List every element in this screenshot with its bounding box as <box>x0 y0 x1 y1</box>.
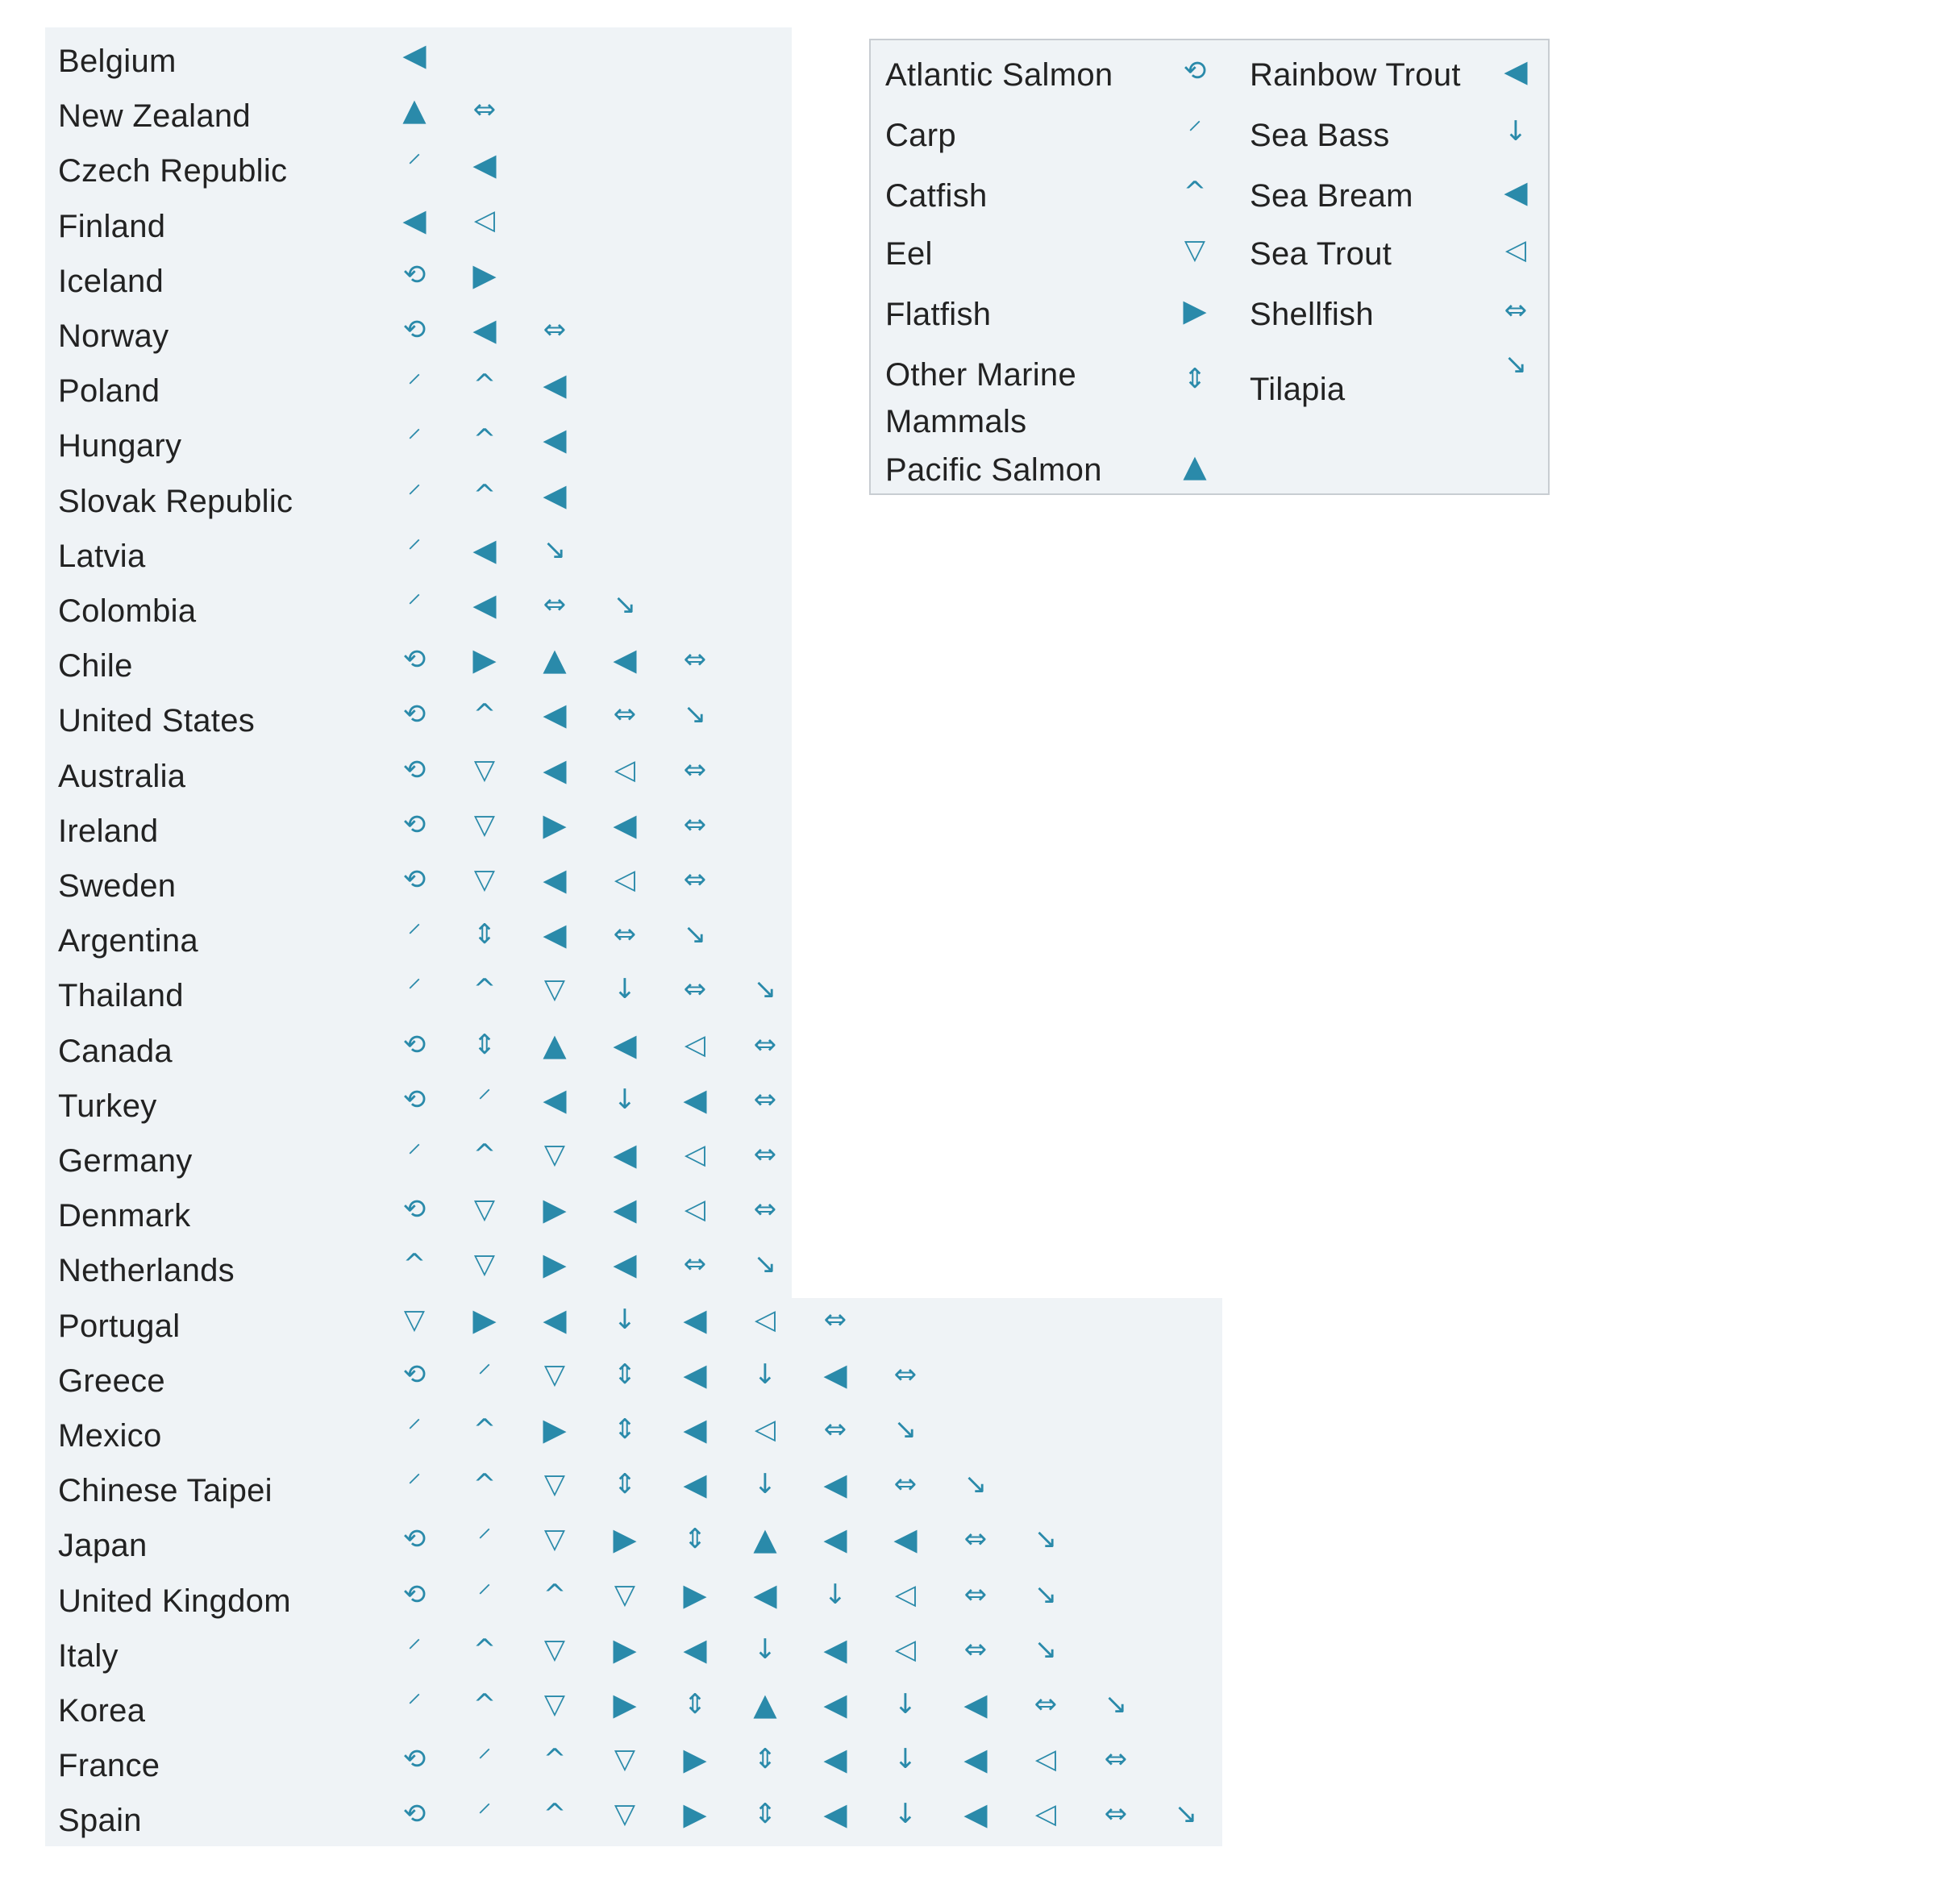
solid-triangle-left-icon: ◀ <box>543 752 567 788</box>
wedge-icon: ⸍ <box>407 973 422 1005</box>
outline-triangle-left-icon: ◁ <box>614 754 636 786</box>
solid-triangle-left-icon: ◀ <box>613 1246 637 1282</box>
country-label: Argentina <box>58 923 198 959</box>
updown-arrow-icon: ⇕ <box>613 1358 637 1391</box>
leftright-arrow-icon: ⇔ <box>1504 294 1528 327</box>
leftright-arrow-icon: ⇔ <box>1104 1743 1128 1775</box>
solid-triangle-left-icon: ◀ <box>402 202 427 238</box>
southeast-arrow-icon: ↘ <box>683 918 707 951</box>
country-label: Japan <box>58 1528 148 1563</box>
leftright-arrow-icon: ⇔ <box>1034 1688 1058 1720</box>
country-label: Korea <box>58 1693 146 1729</box>
solid-triangle-up-icon: ▲ <box>402 92 427 127</box>
solid-triangle-left-icon: ◀ <box>683 1412 707 1447</box>
outline-triangle-left-icon: ◁ <box>894 1633 917 1666</box>
outline-triangle-down-icon: ▽ <box>543 1358 566 1391</box>
solid-triangle-left-icon: ◀ <box>683 1357 707 1392</box>
country-label: Netherlands <box>58 1253 235 1288</box>
counterclockwise-arrow-icon: ⟲ <box>402 698 427 730</box>
solid-triangle-right-icon: ▶ <box>472 642 497 677</box>
leftright-arrow-icon: ⇔ <box>683 973 707 1005</box>
legend-label: Pacific Salmon <box>885 452 1102 488</box>
country-label: Latvia <box>58 539 146 574</box>
leftright-arrow-icon: ⇔ <box>543 589 567 621</box>
caret-up-icon: ^ <box>472 973 497 1005</box>
wedge-icon: ⸍ <box>477 1798 492 1830</box>
southeast-arrow-icon: ↘ <box>753 1248 777 1280</box>
solid-triangle-up-icon: ▲ <box>543 1027 567 1063</box>
solid-triangle-left-icon: ◀ <box>543 367 567 402</box>
counterclockwise-arrow-icon: ⟲ <box>402 1084 427 1116</box>
solid-triangle-left-icon: ◀ <box>613 642 637 677</box>
wedge-icon: ⸍ <box>407 1468 422 1500</box>
outline-triangle-left-icon: ◁ <box>614 863 636 896</box>
country-label: Sweden <box>58 868 177 904</box>
solid-triangle-left-icon: ◀ <box>1504 174 1528 210</box>
country-label: Germany <box>58 1143 193 1179</box>
country-label: France <box>58 1748 160 1783</box>
outline-triangle-down-icon: ▽ <box>1184 234 1206 266</box>
solid-triangle-right-icon: ▶ <box>1183 293 1207 328</box>
solid-triangle-right-icon: ▶ <box>543 807 567 842</box>
leftright-arrow-icon: ⇔ <box>683 809 707 841</box>
wedge-icon: ⸍ <box>477 1523 492 1555</box>
caret-up-icon: ^ <box>402 1248 427 1280</box>
country-label: United States <box>58 703 256 738</box>
outline-triangle-down-icon: ▽ <box>543 1523 566 1555</box>
country-label: New Zealand <box>58 98 251 134</box>
outline-triangle-left-icon: ◁ <box>754 1304 776 1336</box>
solid-triangle-left-icon: ◀ <box>543 862 567 897</box>
leftright-arrow-icon: ⇔ <box>753 1029 777 1061</box>
legend-label: Sea Bass <box>1250 118 1390 153</box>
down-arrow-icon: ↓ <box>613 973 637 1005</box>
outline-triangle-down-icon: ▽ <box>473 1248 496 1280</box>
counterclockwise-arrow-icon: ⟲ <box>402 1029 427 1061</box>
solid-triangle-left-icon: ◀ <box>823 1467 847 1502</box>
counterclockwise-arrow-icon: ⟲ <box>402 1798 427 1830</box>
country-label: Poland <box>58 373 160 409</box>
caret-up-icon: ^ <box>543 1743 567 1775</box>
southeast-arrow-icon: ↘ <box>613 589 637 621</box>
wedge-icon: ⸍ <box>477 1579 492 1611</box>
solid-triangle-left-icon: ◀ <box>613 1027 637 1063</box>
outline-triangle-down-icon: ▽ <box>403 1304 426 1336</box>
solid-triangle-left-icon: ◀ <box>823 1521 847 1557</box>
solid-triangle-left-icon: ◀ <box>963 1796 988 1832</box>
wedge-icon: ⸍ <box>407 589 422 621</box>
solid-triangle-left-icon: ◀ <box>823 1357 847 1392</box>
legend-label: Sea Trout <box>1250 236 1392 272</box>
caret-up-icon: ^ <box>472 1633 497 1666</box>
solid-triangle-left-icon: ◀ <box>823 1687 847 1722</box>
outline-triangle-down-icon: ▽ <box>614 1579 636 1611</box>
caret-up-icon: ^ <box>472 1688 497 1720</box>
country-label: Portugal <box>58 1308 181 1344</box>
updown-arrow-icon: ⇕ <box>613 1468 637 1500</box>
southeast-arrow-icon: ↘ <box>753 973 777 1005</box>
solid-triangle-left-icon: ◀ <box>543 1302 567 1338</box>
solid-triangle-right-icon: ▶ <box>683 1741 707 1777</box>
solid-triangle-right-icon: ▶ <box>543 1192 567 1227</box>
solid-triangle-left-icon: ◀ <box>753 1577 777 1612</box>
country-label: Canada <box>58 1034 173 1069</box>
country-label: Hungary <box>58 428 182 464</box>
down-arrow-icon: ↓ <box>1504 115 1528 148</box>
caret-up-icon: ^ <box>472 423 497 456</box>
counterclockwise-arrow-icon: ⟲ <box>402 754 427 786</box>
solid-triangle-left-icon: ◀ <box>402 37 427 73</box>
legend-label: Flatfish <box>885 297 992 332</box>
solid-triangle-left-icon: ◀ <box>823 1632 847 1667</box>
updown-arrow-icon: ⇕ <box>472 1029 497 1061</box>
solid-triangle-left-icon: ◀ <box>683 1302 707 1338</box>
caret-up-icon: ^ <box>472 1138 497 1171</box>
southeast-arrow-icon: ↘ <box>963 1468 988 1500</box>
wedge-icon: ⸍ <box>477 1084 492 1116</box>
caret-up-icon: ^ <box>543 1579 567 1611</box>
updown-arrow-icon: ⇕ <box>613 1413 637 1446</box>
country-label: Chinese Taipei <box>58 1473 273 1508</box>
solid-triangle-left-icon: ◀ <box>472 587 497 622</box>
updown-arrow-icon: ⇕ <box>753 1798 777 1830</box>
country-label: Denmark <box>58 1198 191 1234</box>
solid-triangle-left-icon: ◀ <box>963 1687 988 1722</box>
outline-triangle-down-icon: ▽ <box>614 1798 636 1830</box>
solid-triangle-left-icon: ◀ <box>543 477 567 513</box>
leftright-arrow-icon: ⇔ <box>893 1358 918 1391</box>
solid-triangle-left-icon: ◀ <box>613 1192 637 1227</box>
legend-label: Sea Bream <box>1250 178 1413 214</box>
country-label: United Kingdom <box>58 1583 291 1619</box>
counterclockwise-arrow-icon: ⟲ <box>402 1358 427 1391</box>
counterclockwise-arrow-icon: ⟲ <box>402 314 427 346</box>
down-arrow-icon: ↓ <box>613 1304 637 1336</box>
outline-triangle-down-icon: ▽ <box>543 1688 566 1720</box>
leftright-arrow-icon: ⇔ <box>963 1633 988 1666</box>
southeast-arrow-icon: ↘ <box>1504 348 1528 381</box>
wedge-icon: ⸍ <box>407 423 422 456</box>
down-arrow-icon: ↓ <box>753 1358 777 1391</box>
southeast-arrow-icon: ↘ <box>1034 1633 1058 1666</box>
solid-triangle-left-icon: ◀ <box>543 1082 567 1117</box>
country-label: Chile <box>58 648 133 684</box>
solid-triangle-right-icon: ▶ <box>472 257 497 293</box>
solid-triangle-left-icon: ◀ <box>823 1796 847 1832</box>
leftright-arrow-icon: ⇔ <box>1104 1798 1128 1830</box>
southeast-arrow-icon: ↘ <box>543 534 567 566</box>
leftright-arrow-icon: ⇔ <box>683 1248 707 1280</box>
outline-triangle-down-icon: ▽ <box>543 1633 566 1666</box>
wedge-icon: ⸍ <box>407 479 422 511</box>
leftright-arrow-icon: ⇔ <box>613 918 637 951</box>
country-label: Turkey <box>58 1088 157 1124</box>
counterclockwise-arrow-icon: ⟲ <box>402 259 427 291</box>
country-label: Czech Republic <box>58 153 288 189</box>
down-arrow-icon: ↓ <box>613 1084 637 1116</box>
legend-label: Carp <box>885 118 956 153</box>
updown-arrow-icon: ⇕ <box>683 1523 707 1555</box>
leftright-arrow-icon: ⇔ <box>823 1304 847 1336</box>
solid-triangle-right-icon: ▶ <box>472 1302 497 1338</box>
solid-triangle-right-icon: ▶ <box>613 1521 637 1557</box>
updown-arrow-icon: ⇕ <box>472 918 497 951</box>
solid-triangle-left-icon: ◀ <box>893 1521 918 1557</box>
solid-triangle-left-icon: ◀ <box>683 1632 707 1667</box>
southeast-arrow-icon: ↘ <box>1034 1523 1058 1555</box>
caret-up-icon: ^ <box>1183 176 1207 208</box>
leftright-arrow-icon: ⇔ <box>963 1523 988 1555</box>
solid-triangle-left-icon: ◀ <box>543 422 567 457</box>
down-arrow-icon: ↓ <box>893 1688 918 1720</box>
leftright-arrow-icon: ⇔ <box>543 314 567 346</box>
legend-label: Catfish <box>885 178 988 214</box>
counterclockwise-arrow-icon: ⟲ <box>1183 55 1207 87</box>
outline-triangle-left-icon: ◁ <box>1034 1798 1057 1830</box>
down-arrow-icon: ↓ <box>753 1468 777 1500</box>
down-arrow-icon: ↓ <box>893 1798 918 1830</box>
species-legend <box>869 39 1550 495</box>
wedge-icon: ⸍ <box>477 1358 492 1391</box>
counterclockwise-arrow-icon: ⟲ <box>402 809 427 841</box>
solid-triangle-left-icon: ◀ <box>543 917 567 952</box>
counterclockwise-arrow-icon: ⟲ <box>402 1523 427 1555</box>
counterclockwise-arrow-icon: ⟲ <box>402 1193 427 1225</box>
country-label: Spain <box>58 1803 142 1838</box>
leftright-arrow-icon: ⇔ <box>753 1138 777 1171</box>
wedge-icon: ⸍ <box>407 534 422 566</box>
country-label: Norway <box>58 318 169 354</box>
leftright-arrow-icon: ⇔ <box>823 1413 847 1446</box>
solid-triangle-right-icon: ▶ <box>683 1577 707 1612</box>
wedge-icon: ⸍ <box>407 1413 422 1446</box>
wedge-icon: ⸍ <box>407 148 422 181</box>
solid-triangle-right-icon: ▶ <box>543 1246 567 1282</box>
legend-label: Rainbow Trout <box>1250 57 1461 93</box>
solid-triangle-left-icon: ◀ <box>613 807 637 842</box>
caret-up-icon: ^ <box>472 1468 497 1500</box>
solid-triangle-left-icon: ◀ <box>472 312 497 347</box>
wedge-icon: ⸍ <box>407 1688 422 1720</box>
southeast-arrow-icon: ↘ <box>1174 1798 1198 1830</box>
updown-arrow-icon: ⇕ <box>683 1688 707 1720</box>
solid-triangle-left-icon: ◀ <box>683 1467 707 1502</box>
country-label: Finland <box>58 209 166 244</box>
leftright-arrow-icon: ⇔ <box>683 643 707 676</box>
outline-triangle-down-icon: ▽ <box>473 809 496 841</box>
country-label: Thailand <box>58 978 184 1013</box>
southeast-arrow-icon: ↘ <box>683 698 707 730</box>
solid-triangle-left-icon: ◀ <box>472 147 497 182</box>
solid-triangle-up-icon: ▲ <box>753 1521 777 1557</box>
country-label: Ireland <box>58 813 159 849</box>
outline-triangle-down-icon: ▽ <box>473 863 496 896</box>
wedge-icon: ⸍ <box>1188 115 1202 148</box>
outline-triangle-down-icon: ▽ <box>473 754 496 786</box>
country-label: Belgium <box>58 44 177 79</box>
country-label: Italy <box>58 1638 119 1674</box>
outline-triangle-down-icon: ▽ <box>473 1193 496 1225</box>
updown-arrow-icon: ⇕ <box>1183 363 1207 395</box>
counterclockwise-arrow-icon: ⟲ <box>402 1579 427 1611</box>
legend-label: Eel <box>885 236 933 272</box>
legend-label: Shellfish <box>1250 297 1374 332</box>
country-label: Greece <box>58 1363 165 1399</box>
solid-triangle-right-icon: ▶ <box>543 1412 567 1447</box>
caret-up-icon: ^ <box>543 1798 567 1830</box>
counterclockwise-arrow-icon: ⟲ <box>402 643 427 676</box>
leftright-arrow-icon: ⇔ <box>963 1579 988 1611</box>
wedge-icon: ⸍ <box>407 368 422 401</box>
outline-triangle-left-icon: ◁ <box>473 204 496 236</box>
counterclockwise-arrow-icon: ⟲ <box>402 863 427 896</box>
outline-triangle-left-icon: ◁ <box>894 1579 917 1611</box>
wedge-icon: ⸍ <box>477 1743 492 1775</box>
outline-triangle-left-icon: ◁ <box>684 1193 706 1225</box>
legend-label: Tilapia <box>1250 372 1346 407</box>
wedge-icon: ⸍ <box>407 1138 422 1171</box>
country-label: Colombia <box>58 593 197 629</box>
counterclockwise-arrow-icon: ⟲ <box>402 1743 427 1775</box>
leftright-arrow-icon: ⇔ <box>472 94 497 126</box>
country-label: Australia <box>58 759 186 794</box>
leftright-arrow-icon: ⇔ <box>613 698 637 730</box>
outline-triangle-left-icon: ◁ <box>1034 1743 1057 1775</box>
down-arrow-icon: ↓ <box>893 1743 918 1775</box>
caret-up-icon: ^ <box>472 698 497 730</box>
caret-up-icon: ^ <box>472 1413 497 1446</box>
solid-triangle-left-icon: ◀ <box>613 1137 637 1172</box>
southeast-arrow-icon: ↘ <box>1104 1688 1128 1720</box>
wedge-icon: ⸍ <box>407 918 422 951</box>
legend-label: Atlantic Salmon <box>885 57 1113 93</box>
solid-triangle-right-icon: ▶ <box>683 1796 707 1832</box>
outline-triangle-left-icon: ◁ <box>684 1138 706 1171</box>
southeast-arrow-icon: ↘ <box>893 1413 918 1446</box>
outline-triangle-down-icon: ▽ <box>543 1468 566 1500</box>
solid-triangle-left-icon: ◀ <box>1504 53 1528 89</box>
leftright-arrow-icon: ⇔ <box>753 1084 777 1116</box>
solid-triangle-left-icon: ◀ <box>683 1082 707 1117</box>
wedge-icon: ⸍ <box>407 1633 422 1666</box>
outline-triangle-down-icon: ▽ <box>543 1138 566 1171</box>
country-label: Mexico <box>58 1418 162 1454</box>
outline-triangle-down-icon: ▽ <box>614 1743 636 1775</box>
solid-triangle-right-icon: ▶ <box>613 1632 637 1667</box>
outline-triangle-left-icon: ◁ <box>1504 234 1527 266</box>
leftright-arrow-icon: ⇔ <box>683 754 707 786</box>
solid-triangle-up-icon: ▲ <box>1183 448 1207 484</box>
southeast-arrow-icon: ↘ <box>1034 1579 1058 1611</box>
caret-up-icon: ^ <box>472 479 497 511</box>
solid-triangle-up-icon: ▲ <box>543 642 567 677</box>
solid-triangle-right-icon: ▶ <box>613 1687 637 1722</box>
leftright-arrow-icon: ⇔ <box>893 1468 918 1500</box>
leftright-arrow-icon: ⇔ <box>683 863 707 896</box>
down-arrow-icon: ↓ <box>753 1633 777 1666</box>
solid-triangle-left-icon: ◀ <box>823 1741 847 1777</box>
down-arrow-icon: ↓ <box>823 1579 847 1611</box>
caret-up-icon: ^ <box>472 368 497 401</box>
country-label: Slovak Republic <box>58 484 293 519</box>
outline-triangle-left-icon: ◁ <box>684 1029 706 1061</box>
leftright-arrow-icon: ⇔ <box>753 1193 777 1225</box>
updown-arrow-icon: ⇕ <box>753 1743 777 1775</box>
country-label: Iceland <box>58 264 164 299</box>
outline-triangle-left-icon: ◁ <box>754 1413 776 1446</box>
outline-triangle-down-icon: ▽ <box>543 973 566 1005</box>
solid-triangle-left-icon: ◀ <box>472 532 497 568</box>
solid-triangle-left-icon: ◀ <box>963 1741 988 1777</box>
legend-label: Other Marine Mammals <box>885 357 1077 439</box>
solid-triangle-left-icon: ◀ <box>543 697 567 732</box>
solid-triangle-up-icon: ▲ <box>753 1687 777 1722</box>
